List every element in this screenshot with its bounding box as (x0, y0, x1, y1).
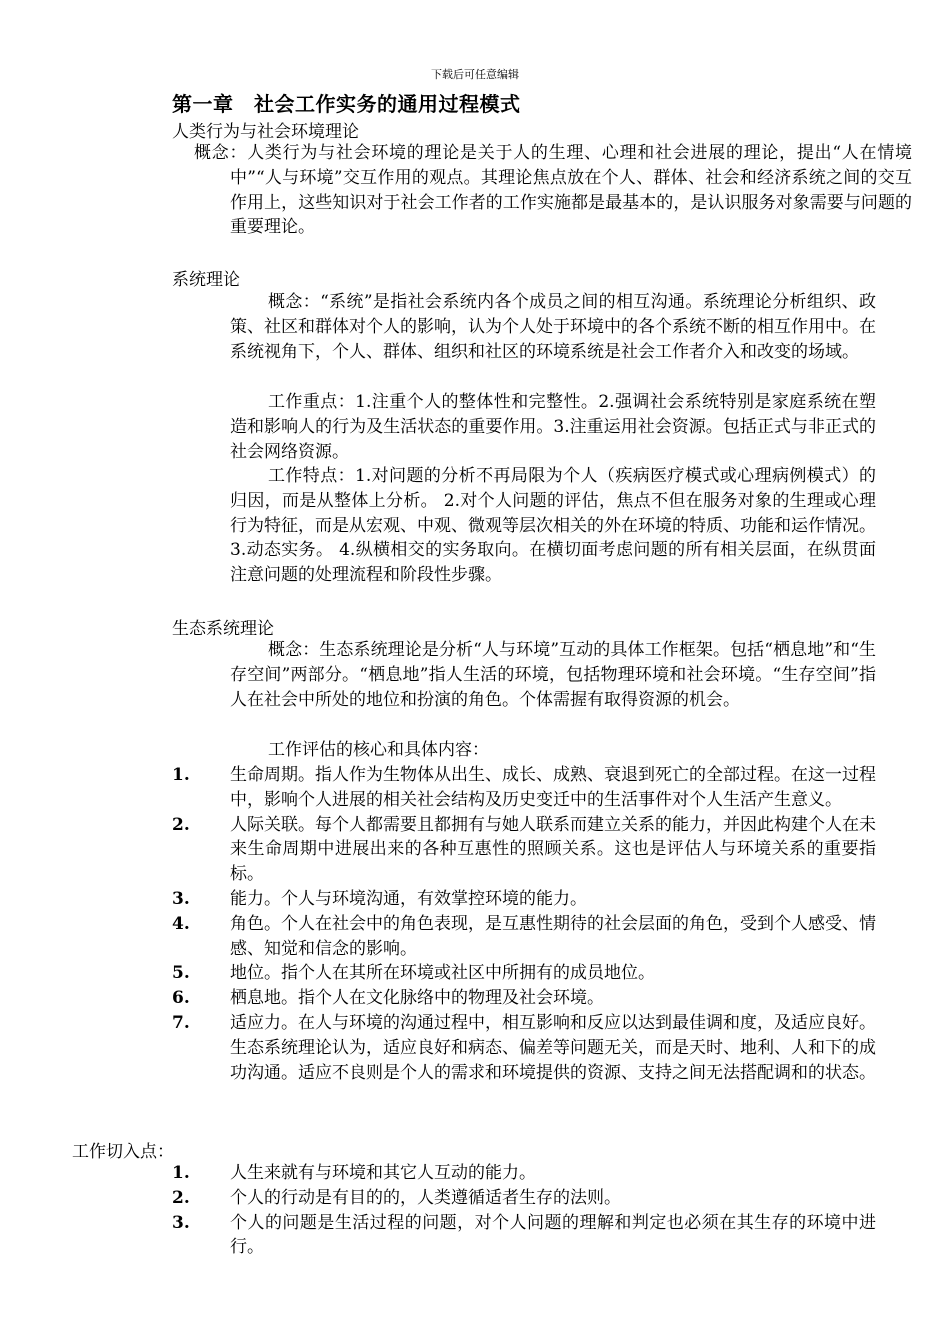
section-heading-systems: 系统理论 (172, 270, 240, 290)
list-number: 5. (172, 963, 190, 984)
list-text: 地位。指个人在其所在环境或社区中所拥有的成员地位。 (230, 963, 655, 984)
list-number: 1. (172, 1163, 190, 1183)
section-heading-human-behavior: 人类行为与社会环境理论 (172, 122, 359, 142)
list-item (172, 813, 876, 887)
paragraph-human-behavior-concept: 概念：人类行为与社会环境的理论是关于人的生理、心理和社会进展的理论，提出“人在情境中”“人与环境”交互作用的观点。其理论焦点放在个人、群体、社会和经济系统之间的交互作用上，这些知识对于社会工作者的工作实施都是最基本的，是认识服务对象需要与问题的重要理论。 (194, 143, 912, 238)
list-item (172, 1211, 876, 1261)
list-item (172, 1011, 876, 1085)
list-item (172, 912, 876, 962)
list-text: 能力。个人与环境沟通，有效掌控环境的能力。 (230, 888, 587, 909)
list-number: 2. (172, 1187, 190, 1208)
list-number: 3. (172, 888, 190, 909)
paragraph-assessment-intro: 工作评估的核心和具体内容： (268, 740, 489, 760)
list-text: 角色。个人在社会中的角色表现，是互惠性期待的社会层面的角色，受到个人感受、情感、知觉和信念的影响。 (230, 913, 876, 959)
list-text: 个人的问题是生活过程的问题，对个人问题的理解和判定也必须在其生存的环境中进行。 (230, 1212, 876, 1258)
list-number: 3. (172, 1212, 190, 1233)
list-text: 适应力。在人与环境的沟通过程中，相互影响和反应以达到最佳调和度，及适应良好。生态系统理论认为，适应良好和病态、偏差等问题无关，而是天时、地利、人和下的成功沟通。适应不良则是个人的需求和环境提供的资源、支持之间无法搭配调和的状态。 (230, 1012, 876, 1083)
chapter-title: 第一章 社会工作实务的通用过程模式 (172, 92, 521, 116)
list-number: 2. (172, 814, 190, 835)
list-text: 生命周期。指人作为生物体从出生、成长、成熟、衰退到死亡的全部过程。在这一过程中，影响个人进展的相关社会结构及历史变迁中的生活事件对个人生活产生意义。 (230, 765, 876, 810)
paragraph-systems-focus: 工作重点：1.注重个人的整体性和完整性。2.强调社会系统特别是家庭系统在塑造和影响人的行为及生活状态的重要作用。3.注重运用社会资源。包括正式与非正式的社会网络资源。 (230, 392, 876, 462)
list-text: 个人的行动是有目的的，人类遵循适者生存的法则。 (230, 1187, 621, 1208)
paragraph-systems-features: 工作特点：1.对问题的分析不再局限为个人（疾病医疗模式或心理病例模式）的归因，而是从整体上分析。 2.对个人问题的评估，焦点不但在服务对象的生理或心理行为特征，而是从宏观、中观、微观等层次相关的外在环境的特质、功能和运作情况。 3.动态实务。 4.纵横相交的实务取向。在横切面考虑问题的所有相关层面，在纵贯面注意问题的处理流程和阶段性步骤。 (230, 466, 876, 586)
section-heading-entry-points: 工作切入点： (72, 1142, 174, 1162)
list-item (172, 1161, 876, 1186)
list-item (172, 763, 876, 813)
paragraph-systems-concept: 概念：“系统”是指社会系统内各个成员之间的相互沟通。系统理论分析组织、政策、社区和群体对个人的影响，认为个人处于环境中的各个系统不断的相互作用中。在系统视角下，个人、群体、组织和社区的环境系统是社会工作者介入和改变的场域。 (230, 292, 876, 362)
list-number: 7. (172, 1012, 190, 1033)
list-text: 人际关联。每个人都需要且都拥有与她人联系而建立关系的能力，并因此构建个人在未来生命周期中进展出来的各种互惠性的照顾关系。这也是评估人与环境关系的重要指标。 (230, 814, 876, 885)
entry-points-list (172, 1161, 876, 1260)
page-header: 下载后可任意编辑 (431, 68, 519, 81)
list-text: 人生来就有与环境和其它人互动的能力。 (230, 1163, 536, 1183)
list-item (172, 1186, 876, 1211)
list-number: 6. (172, 988, 190, 1009)
list-item (172, 961, 876, 986)
assessment-list (172, 763, 876, 1085)
section-heading-ecosystems: 生态系统理论 (172, 619, 274, 639)
list-item (172, 887, 876, 912)
list-number: 1. (172, 765, 190, 785)
list-number: 4. (172, 913, 190, 934)
list-item (172, 986, 876, 1011)
list-text: 栖息地。指个人在文化脉络中的物理及社会环境。 (230, 988, 604, 1009)
paragraph-ecosystems-concept: 概念：生态系统理论是分析“人与环境”互动的具体工作框架。包括“栖息地”和“生存空间”两部分。“栖息地”指人生活的环境，包括物理环境和社会环境。“生存空间”指人在社会中所处的地位和扮演的角色。个体需握有取得资源的机会。 (230, 640, 876, 710)
